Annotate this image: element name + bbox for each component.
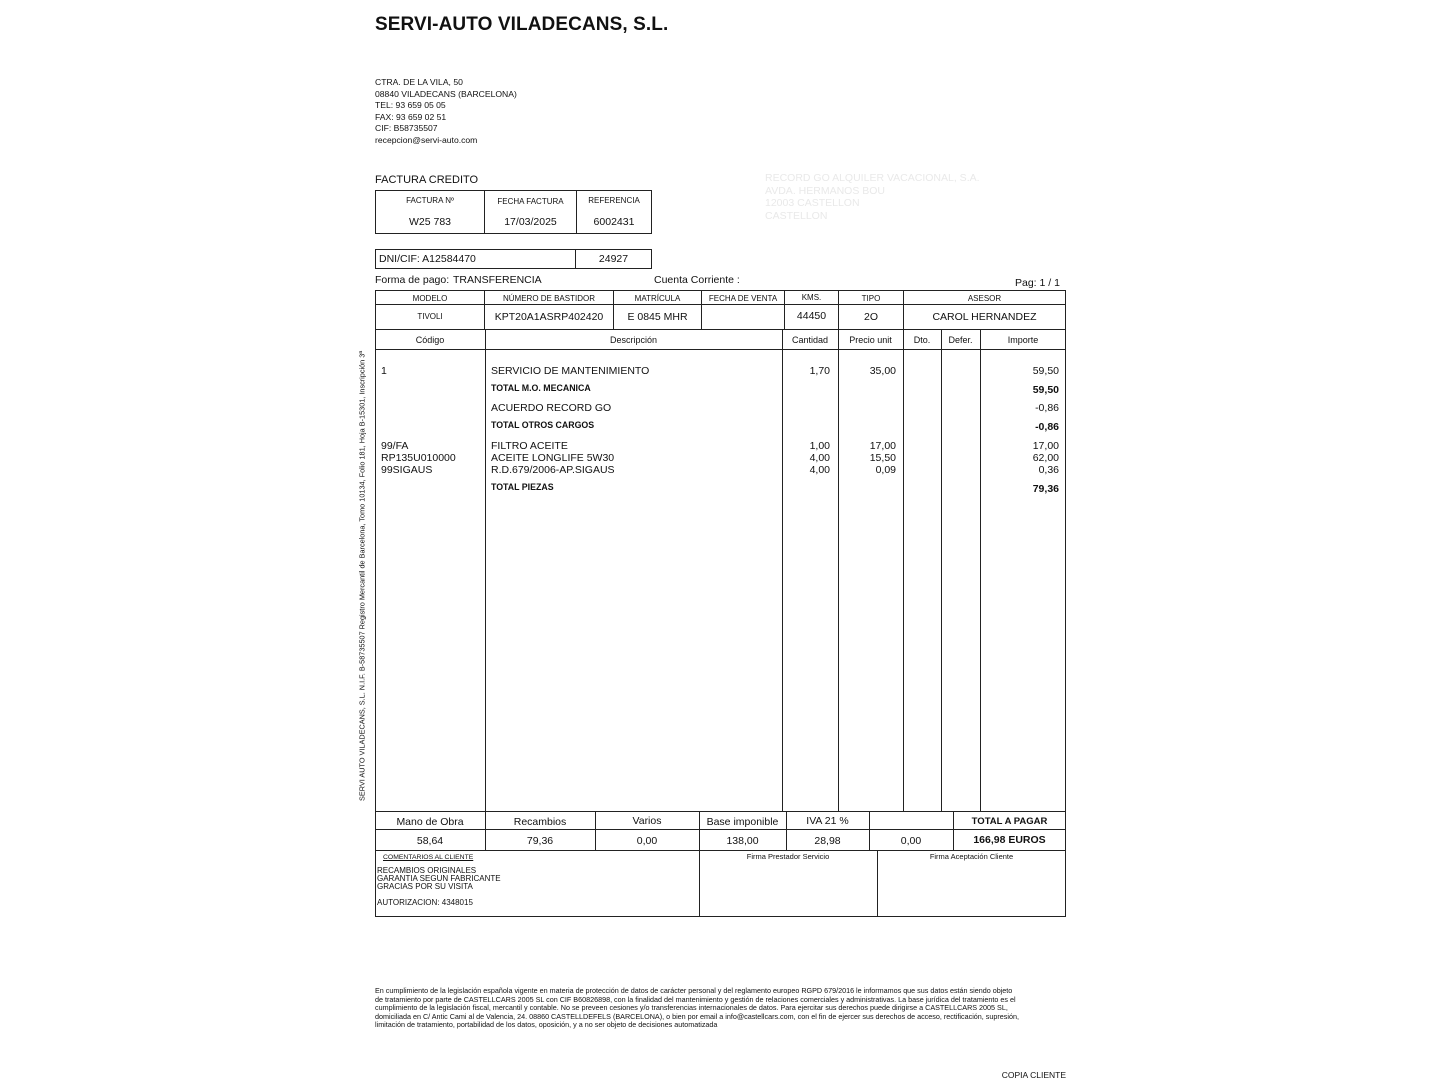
legal-notice [375, 987, 1067, 1030]
total-labour: 58,64 [416, 835, 444, 847]
col-header-amount: Importe [1007, 335, 1039, 345]
account-label: Cuenta Corriente : [654, 274, 740, 286]
legal-line: domiciliada en C/ Antic Cami al de Valencia, 24. 08860 CASTELLDEFELS (BARCELONA), o bien por email a info@castellcars.com, con el fin de ejercer sus derechos de acceso, rectificación, supresión, [375, 1011, 1019, 1021]
divider [375, 349, 1066, 350]
provider-signature-label: Firma Prestador Servicio [746, 852, 830, 861]
invoice-date: 17/03/2025 [504, 216, 557, 228]
col-header-discount: Dto. [913, 335, 931, 345]
payment-method: TRANSFERENCIA [453, 274, 542, 286]
reference-label: REFERENCIA [588, 196, 640, 205]
total-vat: 28,98 [814, 835, 841, 847]
email-line: recepcion@servi-auto.com [375, 134, 478, 145]
total-to-pay: 166,98 EUROS [973, 834, 1046, 846]
page-number: Pag: 1 / 1 [1015, 277, 1060, 289]
divider [838, 329, 839, 811]
recipient-address [765, 172, 980, 222]
line-amount: 17,00 [1032, 440, 1059, 452]
invoice-date-label: FECHA FACTURA [497, 197, 564, 206]
dni-cif: DNI/CIF: A12584470 [379, 253, 476, 265]
legal-line: de tratamiento por parte de CASTELLCARS 2005 SL con CIF B60826898, con la finalidad del mantenimiento y gestión de relaciones comerciales y administrativas. La base jurídica del tratamiento es el [375, 994, 1016, 1004]
line-code: 1 [381, 365, 387, 377]
fax-line: FAX: 93 659 02 51 [375, 111, 447, 122]
reference-value: 6002431 [593, 216, 635, 228]
subtotal-label: TOTAL PIEZAS [491, 482, 554, 492]
line-description: ACEITE LONGLIFE 5W30 [491, 452, 615, 464]
line-price: 17,00 [869, 440, 896, 452]
address-line: CTRA. DE LA VILA, 50 [375, 77, 463, 87]
line-code: 99/FA [381, 440, 409, 452]
vehicle-header-kms: KMS. [801, 293, 822, 302]
invoice-number: W25 783 [408, 216, 452, 228]
line-code: RP135U010000 [381, 452, 456, 464]
vehicle-model: TIVOLI [417, 312, 443, 321]
divider [903, 329, 904, 811]
line-qty: 4,00 [809, 464, 830, 476]
payment-label: Forma de pago: [375, 274, 450, 286]
recipient-line: CASTELLON [765, 209, 828, 222]
recipient-line: AVDA. HERMANOS BOU [765, 184, 885, 197]
total-label-vat: IVA 21 % [806, 815, 849, 827]
subtotal-amount: -0,86 [1035, 421, 1059, 433]
line-description: ACUERDO RECORD GO [491, 402, 612, 414]
legal-line: limitación de tratamiento, portabilidad de los datos, oposición, y a no ser objeto de decisiones automatizada [375, 1020, 718, 1030]
divider [375, 850, 1066, 851]
client-signature-label: Firma Aceptación Cliente [929, 852, 1014, 861]
comment-line: GARANTIA SEGUN FABRICANTE [377, 874, 501, 883]
address-line: 08840 VILADECANS (BARCELONA) [375, 88, 517, 99]
legal-line: cumplimiento de la legislación fiscal, mercantil y contable. No se preveen cesiones y/o transferencias internacionales de datos. Para ejercitar sus derechos puede dirigirse a CASTELLCARS 2005 SL, [375, 1003, 1008, 1013]
divider [375, 811, 1066, 812]
subtotal-label: TOTAL M.O. MECANICA [491, 383, 591, 393]
phone-line: TEL: 93 659 05 05 [375, 100, 446, 111]
total-label-labour: Mano de Obra [396, 816, 464, 828]
legal-line: En cumplimiento de la legislación española vigente en materia de protección de datos de carácter personal y del reglamento europeo RGPD 679/2016 le informamos que sus datos están siendo objeto [375, 986, 1013, 995]
line-amount: 0,36 [1038, 464, 1059, 476]
divider [375, 829, 1066, 830]
copy-label: COPIA CLIENTE [1001, 1070, 1066, 1080]
line-price: 0,09 [875, 464, 896, 476]
vehicle-header-model: MODELO [412, 294, 448, 303]
vehicle-vin: KPT20A1ASRP402420 [494, 311, 604, 323]
vehicle-header-sale-date: FECHA DE VENTA [708, 294, 778, 303]
vehicle-header-vin: NÚMERO DE BASTIDOR [502, 294, 595, 303]
subtotal-label: TOTAL OTROS CARGOS [491, 420, 595, 430]
col-header-deferred: Defer. [948, 335, 973, 345]
subtotal-amount: 59,50 [1032, 384, 1059, 396]
divider [782, 329, 783, 811]
line-qty: 4,00 [809, 452, 830, 464]
vehicle-header-advisor: ASESOR [967, 294, 1002, 303]
recipient-line: RECORD GO ALQUILER VACACIONAL, S.A. [765, 172, 980, 184]
recipient-line: 12003 CASTELLON [765, 197, 860, 209]
side-registry-text: SERVI AUTO VILADECANS, S.L. N.I.F. B-58735507 Registro Mercantil de Barcelona, Tomo 10134, Folio 181, Hoja B-15301, Inscripción 3ª [357, 350, 367, 802]
total-base: 138,00 [726, 835, 759, 847]
vehicle-header-plate: MATRÍCULA [634, 294, 681, 303]
authorization: AUTORIZACION: 4348015 [377, 898, 473, 907]
col-header-price: Precio unit [849, 335, 892, 345]
line-price: 15,50 [869, 452, 896, 464]
line-description: FILTRO ACEITE [491, 440, 568, 452]
cif-line: CIF: B58735507 [375, 123, 438, 134]
line-price: 35,00 [869, 365, 896, 377]
line-amount: 59,50 [1032, 365, 1059, 377]
col-header-description: Descripción [609, 335, 658, 345]
comment-line: RECAMBIOS ORIGINALES [377, 866, 477, 875]
total-other: 0,00 [900, 835, 922, 847]
client-code: 24927 [598, 253, 629, 265]
divider [375, 304, 1066, 305]
invoice-type: FACTURA CREDITO [375, 174, 479, 186]
comments-label: COMENTARIOS AL CLIENTE [383, 854, 474, 861]
vehicle-advisor: CAROL HERNANDEZ [932, 311, 1037, 323]
comments-block [377, 867, 501, 891]
line-amount: -0,86 [1035, 402, 1059, 414]
total-label-misc: Varios [632, 815, 662, 827]
invoice-number-label: FACTURA Nº [406, 196, 454, 205]
subtotal-amount: 79,36 [1032, 483, 1059, 495]
divider [375, 329, 1066, 330]
total-parts: 79,36 [526, 835, 554, 847]
vehicle-header-type: TIPO [861, 294, 881, 303]
line-amount: 62,00 [1032, 452, 1059, 464]
company-address [375, 77, 517, 147]
line-code: 99SIGAUS [381, 464, 433, 476]
vehicle-plate: E 0845 MHR [627, 311, 688, 323]
divider [941, 329, 942, 811]
comment-line: GRACIAS POR SU VISITA [377, 882, 473, 891]
total-misc: 0,00 [636, 835, 658, 847]
line-qty: 1,00 [809, 440, 830, 452]
vehicle-kms: 44450 [796, 310, 827, 322]
col-header-qty: Cantidad [791, 335, 829, 345]
company-name: SERVI-AUTO VILADECANS, S.L. [375, 14, 669, 35]
line-description: R.D.679/2006-AP.SIGAUS [491, 464, 615, 476]
divider [485, 329, 486, 811]
line-qty: 1,70 [809, 365, 830, 377]
total-label-base: Base imponible [706, 816, 779, 828]
total-label-parts: Recambios [513, 816, 567, 828]
vehicle-type: 2O [863, 311, 878, 323]
total-label-pay: TOTAL A PAGAR [971, 816, 1048, 827]
col-header-code: Código [415, 335, 445, 345]
line-description: SERVICIO DE MANTENIMIENTO [491, 365, 650, 377]
